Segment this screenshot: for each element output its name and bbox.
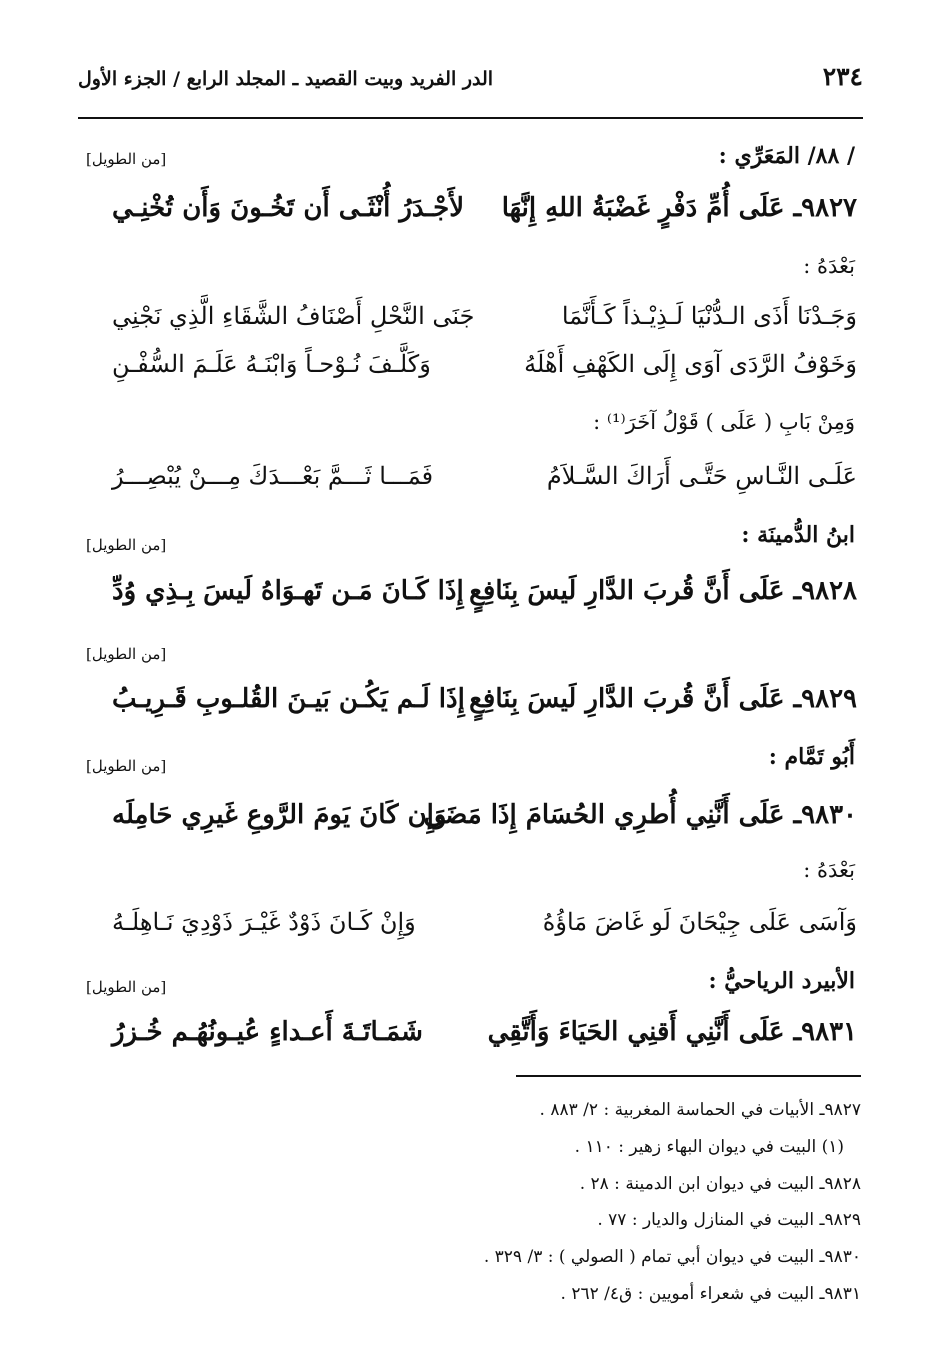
footnote: ٩٨٣١ـ البيت في شعراء أمويين : ق٤/ ٢٦٢ .: [560, 1284, 861, 1304]
poet-name: أَبُو تَمَّام :: [768, 744, 855, 770]
page-number: ٢٣٤: [822, 62, 863, 91]
note-after: بَعْدَهُ :: [803, 858, 855, 882]
poet-name: ابنُ الدُّمينَة :: [741, 522, 855, 548]
meter-label: [من الطويل]: [86, 757, 167, 775]
verse-9829-second-hemistich: إِذَا لَـم يَكُـن بَيـنَ القُلـوبِ قَـرِيـبُ: [112, 684, 465, 714]
footnote: ٩٨٢٧ـ الأبيات في الحماسة المغربية : ٢/ ٨٨٣ .: [539, 1100, 861, 1120]
extra-verse-3-first: عَلَـى النَّـاسِ حَتَّـى أَرَاكَ السَّـلاَمُ: [546, 462, 857, 490]
verse-9830-first-hemistich: ٩٨٣٠ـ عَلَى أَنَّنِي أُطرِي الحُسَامَ إِذَا مَضَى: [423, 800, 857, 830]
extra-verse-4-second: وَإِنْ كَـانَ ذَوْدٌ غَيْـرَ ذَوْدِيَ نَـاهِلَـهُ: [112, 908, 416, 936]
verse-9831-second-hemistich: شَمَـاتَـةَ أَعـداءٍ عُيـونُهُـم خُـزرُ: [112, 1017, 423, 1047]
footnote: ٩٨٣٠ـ البيت في ديوان أبي تمام ( الصولي ) : ٣/ ٣٢٩ .: [483, 1247, 861, 1267]
extra-verse-1-first: وَجَـدْنَا أَذَى الـدُّنْيَا لَـذِيْـذاً كَـأَنَّمَا: [561, 302, 857, 330]
verse-9829-first-hemistich: ٩٨٢٩ـ عَلَى أَنَّ قُربَ الدَّارِ لَيسَ بِنَافِعٍ: [469, 684, 857, 714]
meter-label: [من الطويل]: [86, 150, 167, 168]
note-after: بَعْدَهُ :: [803, 254, 855, 278]
footnote: ٩٨٢٨ـ البيت في ديوان ابن الدمينة : ٢٨ .: [579, 1174, 861, 1194]
verse-9827-second-hemistich: لأَجْـدَرُ أُنْثَـى أَن تَخُـونَ وَأَن تُخْنِـي: [112, 193, 465, 223]
meter-label: [من الطويل]: [86, 536, 167, 554]
extra-verse-4-first: وَآسَى عَلَى جِيْحَانَ لَو غَاضَ مَاؤُهُ: [542, 908, 857, 936]
running-title: الدر الفريد وبيت القصيد ـ المجلد الرابع / الجزء الأول: [78, 68, 494, 90]
verse-9830-second-hemistich: وَإِن كَانَ يَومَ الرَّوعِ غَيرِي حَامِلَه: [112, 800, 447, 830]
extra-verse-1-second: جَنَى النَّحْلِ أَصْنَافُ الشَّقَاءِ الَّذِي نَجْنِي: [112, 302, 475, 330]
footnote: (١) البيت في ديوان البهاء زهير : ١١٠ .: [574, 1137, 844, 1157]
footnote: ٩٨٢٩ـ البيت في المنازل والديار : ٧٧ .: [597, 1210, 861, 1230]
extra-verse-3-second: فَمَـــا ثَـــمَّ بَعْـــدَكَ مِـــنْ يُبْصِـــرُ: [112, 462, 434, 490]
verse-9828-first-hemistich: ٩٨٢٨ـ عَلَى أَنَّ قُربَ الدَّارِ لَيسَ بِنَافِعٍ: [469, 576, 857, 606]
verse-9831-first-hemistich: ٩٨٣١ـ عَلَى أَنَّنِي أَقنِي الحَيَاءَ وَأَتَّقِي: [487, 1017, 857, 1047]
header-rule: [78, 117, 863, 119]
note-other-poet: وَمِنْ بَابِ ( عَلَى ) قَوْلُ آخَرَ⁽¹⁾ :: [593, 410, 855, 434]
meter-label: [من الطويل]: [86, 645, 167, 663]
poet-name: الأبيرد الرياحيُّ :: [708, 968, 855, 994]
poet-name: / ٨٨/ المَعَرِّي :: [718, 143, 855, 169]
page-header: [78, 58, 863, 102]
extra-verse-2-first: وَخَوْفُ الرَّدَى آوَى إِلَى الكَهْفِ أَهْلَهُ: [524, 350, 857, 378]
verse-9828-second-hemistich: إِذَا كَـانَ مَـن تَهـوَاهُ لَيسَ بِـذِي وُدِّ: [112, 576, 464, 606]
extra-verse-2-second: وَكَلَّـفَ نُـوْحـاً وَابْنَـهُ عَلَـمَ السُّفْـنِ: [112, 350, 431, 378]
footnote-rule: [516, 1075, 861, 1077]
meter-label: [من الطويل]: [86, 978, 167, 996]
verse-9827-first-hemistich: ٩٨٢٧ـ عَلَى أُمِّ دَفْرٍ غَضْبَةُ اللهِ إِنَّهَا: [501, 193, 857, 223]
